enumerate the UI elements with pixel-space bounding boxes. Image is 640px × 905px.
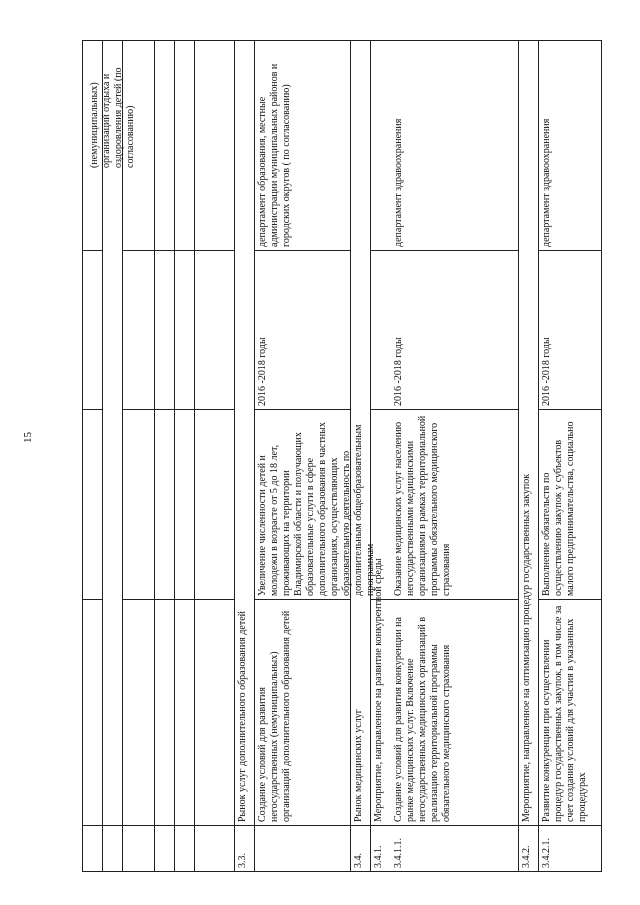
measure-text: Развитие конкуренции при осуществлении процедур государственных закупок, в том числе за счет создания условий для участия в указанных процедурах	[541, 605, 588, 822]
measures-table	[82, 40, 602, 872]
result-text: Оказание медицинских услуг населению негосударственными медицинскими организациями в рамках территориальной программы обязательного медицинского страхования	[393, 415, 452, 596]
row-number: 3.4.2.1.	[541, 838, 552, 868]
result-text: Увеличение численности детей и молодежи в возрасте от 5 до 18 лет, проживающих на территории Владимирской области и получающих образовательные услуги в сфере дополнительного образования в частных организациях, осуществляющих образовательную деятельность по дополнительным общеобразовательным программам	[257, 422, 376, 596]
result-text: Выполнение обязательств по осуществлению закупок у субъектов малого предпринимательства, социально	[541, 421, 576, 596]
row-number: 3.4.1.	[373, 845, 384, 868]
page-number: 15	[22, 432, 34, 443]
section-title: Рынок медицинских услуг	[353, 709, 364, 822]
responsible-text: департамент образования, местные администрации муниципальных районов и городских округов ( по согласованию)	[257, 63, 292, 247]
subsection-title: Мероприятие, направленное на развитие конкурентной среды	[373, 558, 384, 822]
row-number: 3.4.1.1.	[393, 838, 404, 868]
continuation-responsible: (немуниципальных) организаций отдыха и оздоровления детей (по согласованию)	[89, 67, 136, 168]
row-number: 3.4.2.	[521, 845, 532, 868]
measure-text: Создание условий для развития негосударственных (немуниципальных) организаций дополнительного образования детей	[257, 610, 292, 822]
row-number: 3.4.	[353, 853, 364, 868]
period-text: 2016 -2018 годы	[257, 337, 268, 406]
period-text: 2016 -2018 годы	[541, 337, 552, 406]
responsible-text: департамент здравоохранения	[393, 118, 404, 247]
section-title: Рынок услуг дополнительного образования детей	[237, 610, 248, 822]
period-text: 2016 -2018 годы	[393, 337, 404, 406]
responsible-text: департамент здравоохранения	[541, 118, 552, 247]
subsection-title: Мероприятие, направленное на оптимизацию процедур государственных закупок	[521, 473, 532, 822]
row-number: 3.3.	[237, 853, 248, 868]
measure-text: Создание условий для развития конкуренции на рынке медицинских услуг. Включение негосударственных медицинских организаций в реализацию территориальной программы обязательного медицинского страхования	[393, 616, 452, 822]
